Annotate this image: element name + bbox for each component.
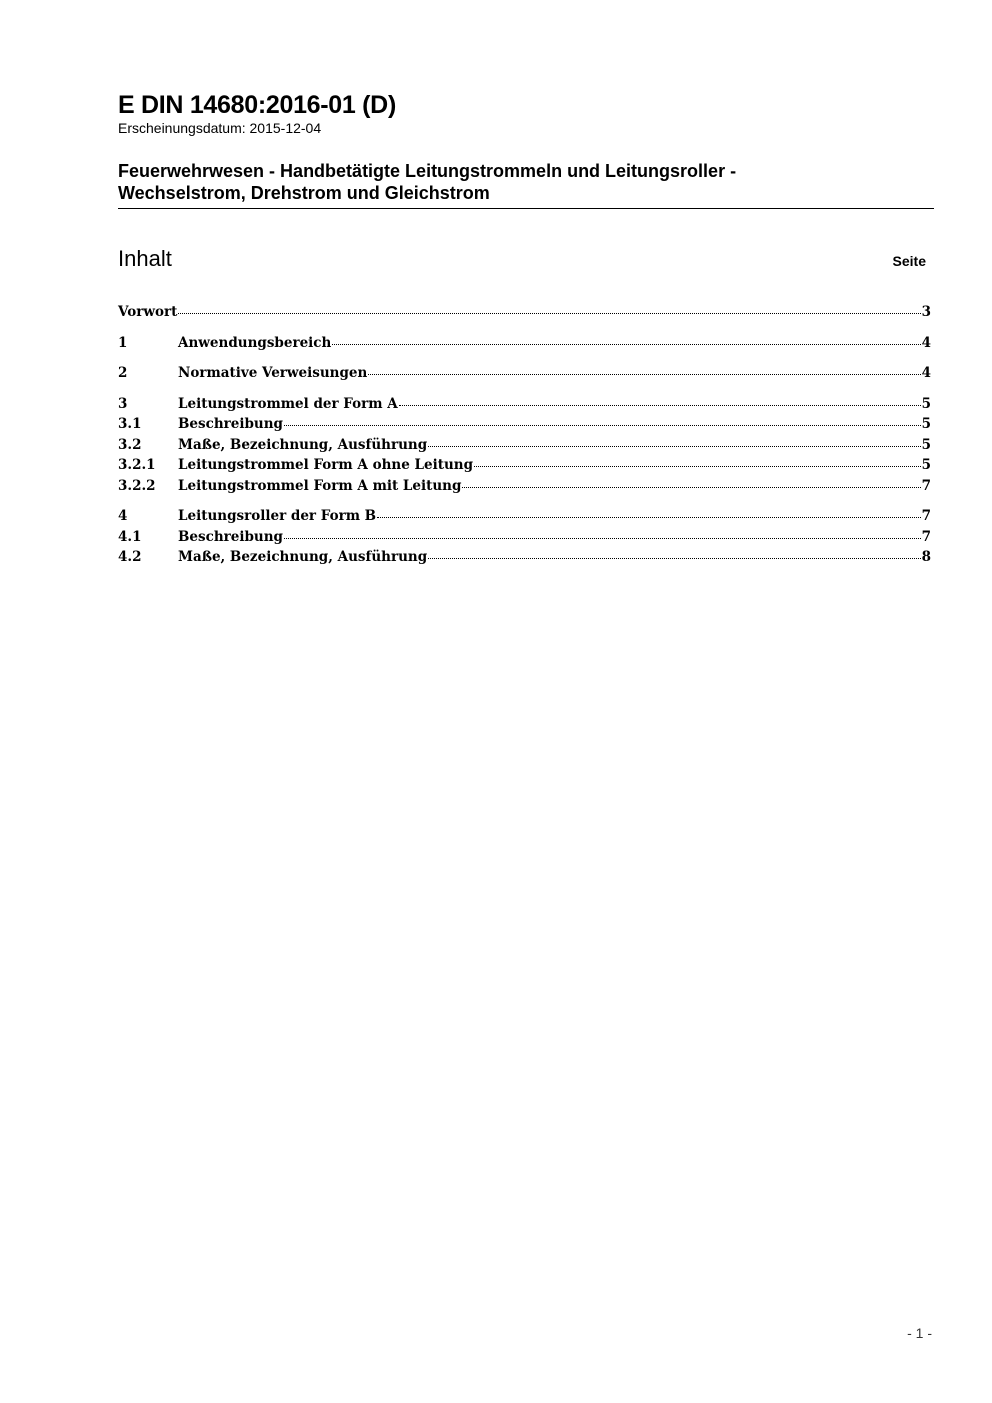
toc-heading: Inhalt [118, 246, 172, 271]
toc-entry-page: 8 [921, 549, 931, 565]
document-number: E DIN 14680:2016-01 (D) [118, 91, 396, 119]
toc-entry-text: Leitungstrommel Form A mit Leitung [178, 477, 462, 494]
toc-entry-number: 4 [118, 508, 128, 524]
toc-entry-text: Anwendungsbereich [178, 334, 332, 351]
document-title [118, 160, 934, 209]
table-of-contents [118, 302, 931, 568]
page-number: - 1 - [907, 1325, 932, 1341]
toc-entry-1[interactable] [118, 333, 931, 354]
toc-entry-2[interactable] [118, 363, 931, 384]
toc-dot-leader [332, 343, 920, 345]
toc-entry-number: 3 [118, 395, 128, 412]
toc-dot-leader [474, 465, 921, 467]
toc-entry-4-1[interactable] [118, 527, 931, 548]
toc-entry-3[interactable] [118, 394, 931, 415]
document-title-line-1: Feuerwehrwesen - Handbetätigte Leitungstrommeln und Leitungsroller - [118, 161, 737, 181]
toc-entry-text: Normative Verweisungen [178, 365, 368, 381]
toc-entry-3-2-1[interactable] [118, 455, 931, 476]
toc-entry-page: 4 [921, 334, 931, 351]
toc-entry-text: Leitungsroller der Form B [178, 508, 377, 524]
toc-entry-page: 5 [921, 395, 931, 412]
toc-dot-leader [428, 557, 920, 559]
toc-dot-leader [399, 404, 921, 406]
toc-entry-text: Leitungstrommel Form A ohne Leitung [178, 457, 474, 473]
toc-entry-page: 3 [921, 304, 931, 320]
toc-entry-page: 7 [921, 477, 931, 494]
toc-dot-leader [428, 445, 920, 447]
toc-entry-text: Vorwort [118, 304, 178, 320]
toc-dot-leader [462, 486, 920, 488]
toc-entry-text: Maße, Bezeichnung, Ausführung [178, 549, 428, 565]
toc-entry-4[interactable] [118, 506, 931, 527]
toc-entry-3-1[interactable] [118, 414, 931, 435]
toc-entry-4-2[interactable] [118, 547, 931, 568]
toc-entry-number: 3.1 [118, 416, 142, 432]
toc-entry-text: Leitungstrommel der Form A [178, 395, 398, 412]
toc-dot-leader [284, 537, 921, 539]
toc-entry-number: 4.2 [118, 549, 142, 565]
toc-dot-leader [368, 373, 920, 375]
toc-entry-page: 7 [921, 528, 931, 545]
toc-entry-page: 5 [921, 457, 931, 473]
toc-entry-page: 5 [921, 436, 931, 453]
toc-dot-leader [284, 424, 921, 426]
toc-entry-page: 4 [921, 365, 931, 381]
publication-date: Erscheinungsdatum: 2015-12-04 [118, 120, 322, 136]
toc-entry-number: 3.2.2 [118, 477, 156, 494]
toc-entry-3-2[interactable] [118, 435, 931, 456]
toc-entry-3-2-2[interactable] [118, 476, 931, 497]
toc-entry-number: 3.2.1 [118, 457, 156, 473]
toc-entry-number: 3.2 [118, 436, 142, 453]
toc-entry-number: 4.1 [118, 528, 142, 545]
document-title-line-2: Wechselstrom, Drehstrom und Gleichstrom [118, 183, 490, 203]
toc-page-column-label: Seite [892, 253, 926, 269]
toc-entry-number: 1 [118, 334, 128, 351]
toc-entry-vorwort[interactable] [118, 302, 931, 323]
toc-dot-leader [178, 312, 920, 314]
toc-heading-row [118, 246, 926, 272]
document-header [118, 90, 934, 137]
toc-entry-text: Beschreibung [178, 416, 283, 432]
toc-entry-text: Beschreibung [178, 528, 283, 545]
toc-entry-number: 2 [118, 365, 128, 381]
toc-dot-leader [377, 516, 921, 518]
toc-entry-page: 7 [921, 508, 931, 524]
toc-entry-text: Maße, Bezeichnung, Ausführung [178, 436, 428, 453]
toc-entry-page: 5 [921, 416, 931, 432]
